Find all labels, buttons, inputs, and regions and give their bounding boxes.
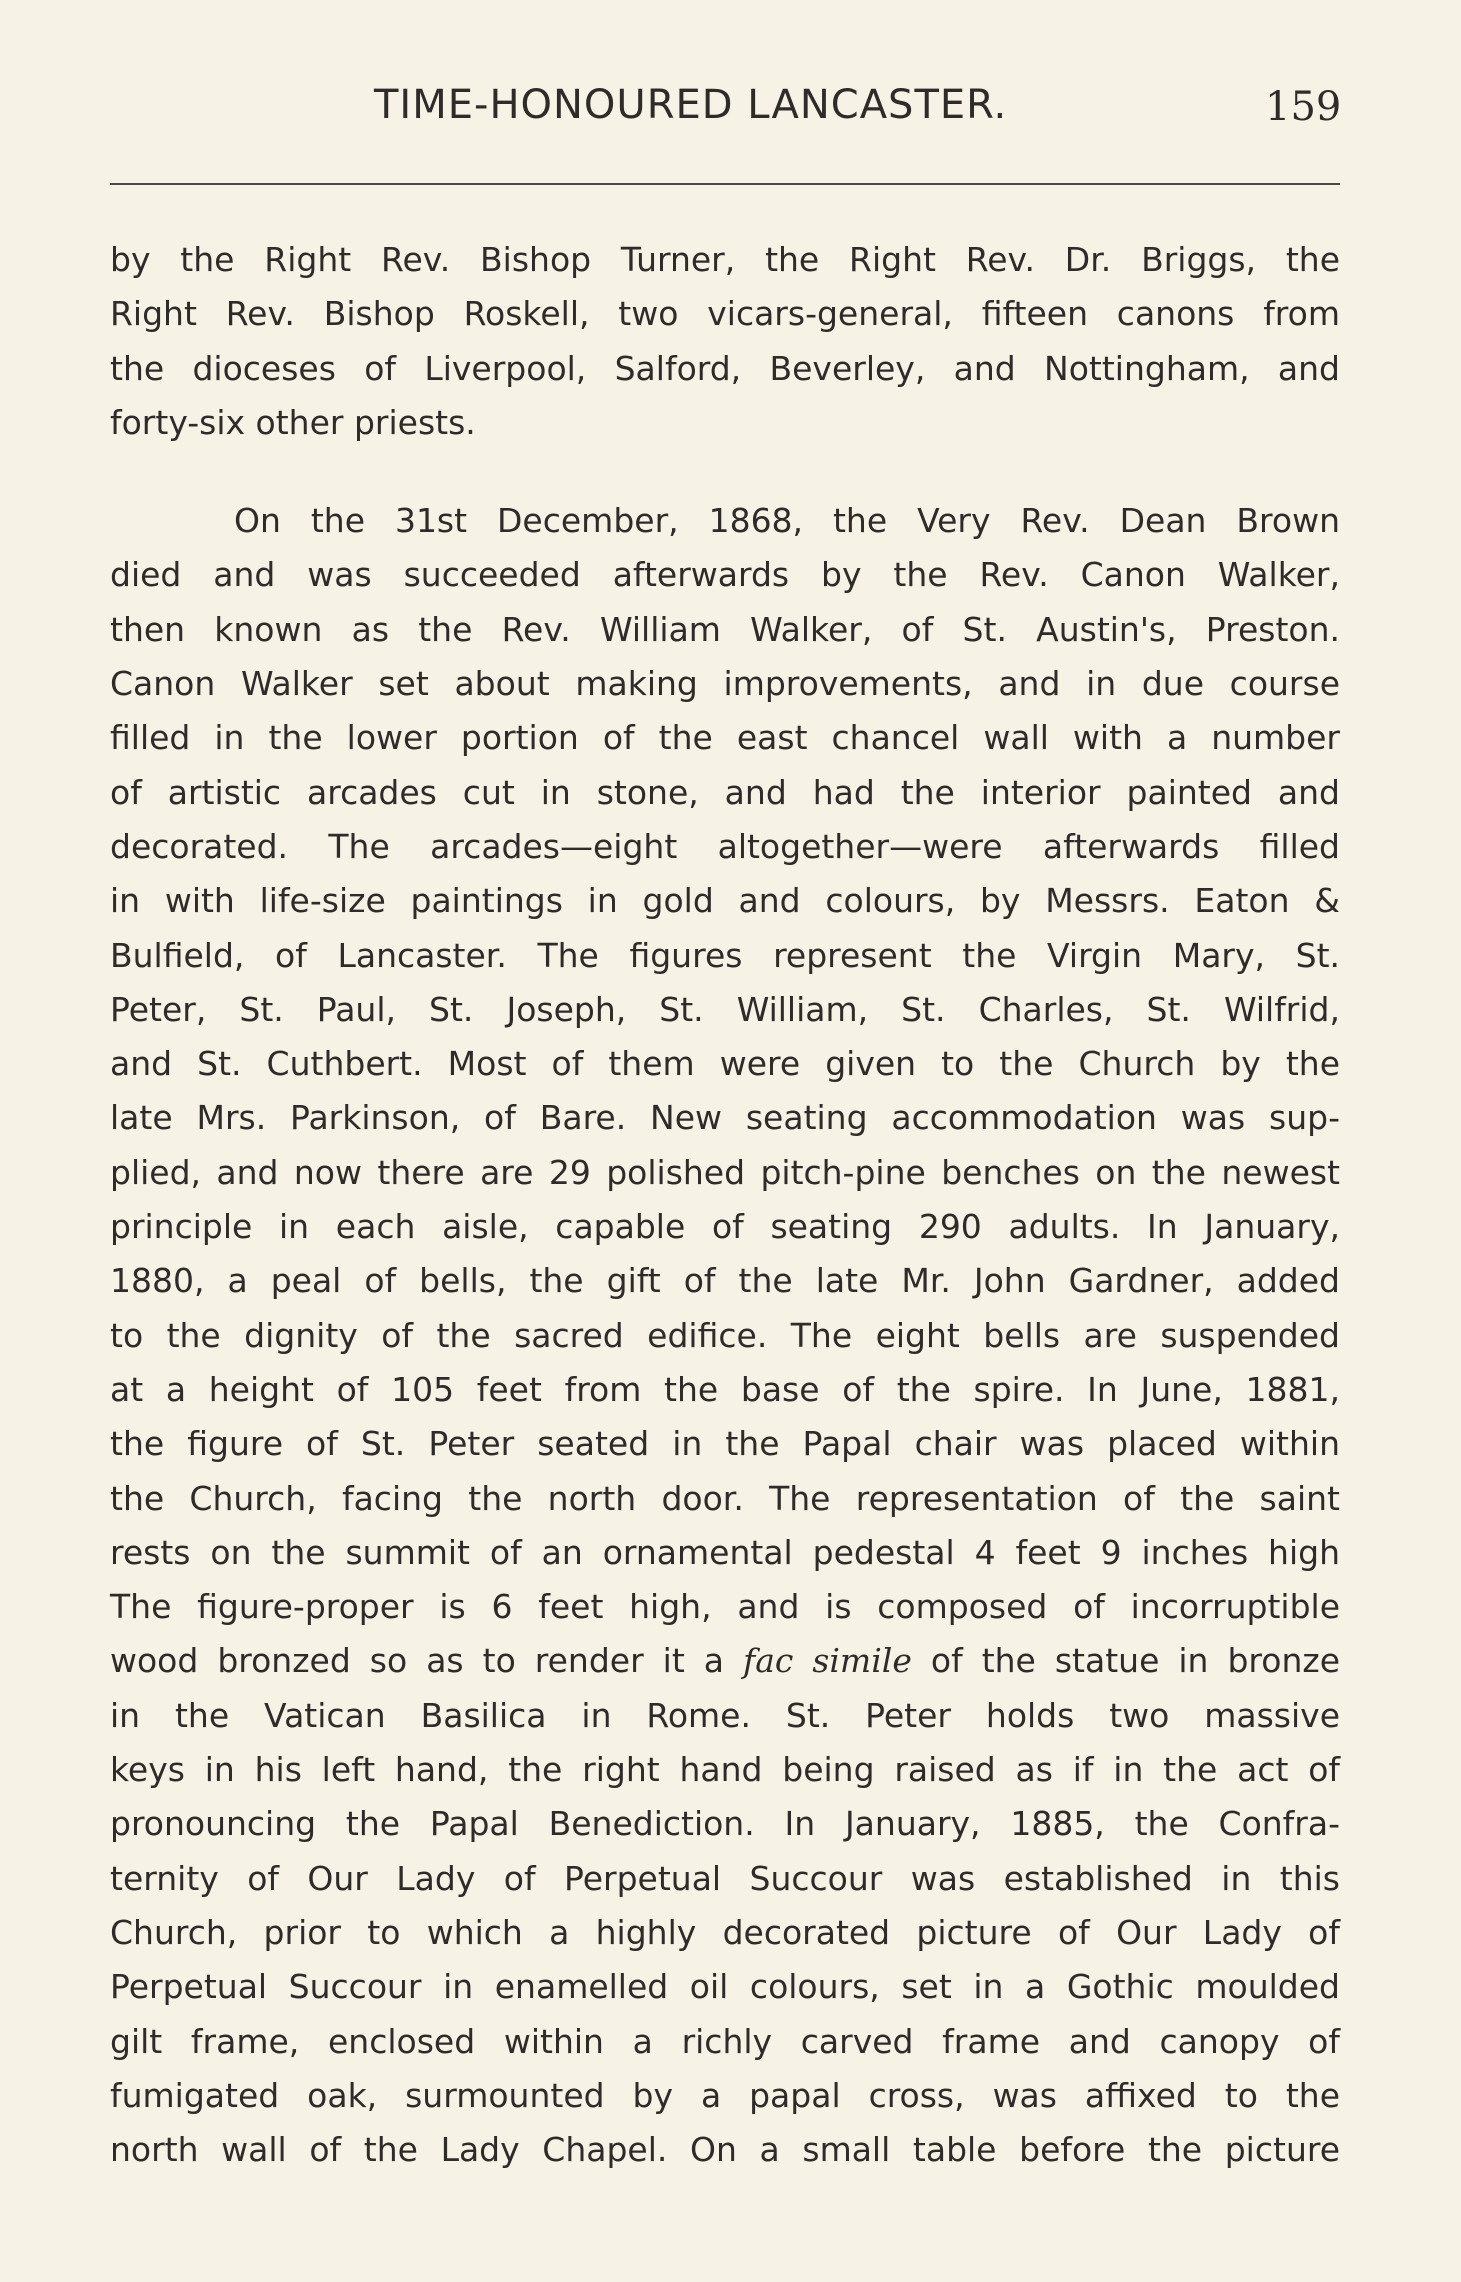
text-line: then known as the Rev. William Walker, of St. Austin's, Preston.	[110, 609, 1340, 649]
text-line: to the dignity of the sacred edifice. The eight bells are suspended	[110, 1315, 1340, 1355]
text-line: Bulfield, of Lancaster. The figures represent the Virgin Mary, St.	[110, 935, 1340, 975]
text-line: 1880, a peal of bells, the gift of the late Mr. John Gardner, added	[110, 1261, 1340, 1301]
text-line: Right Rev. Bishop Roskell, two vicars-general, fifteen canons from	[110, 294, 1340, 334]
text-line: Church, prior to which a highly decorated picture of Our Lady of	[110, 1912, 1340, 1952]
text-line: fumigated oak, surmounted by a papal cross, was affixed to the	[110, 2075, 1340, 2115]
text-line: and St. Cuthbert. Most of them were given to the Church by the	[110, 1044, 1340, 1084]
text-line: ternity of Our Lady of Perpetual Succour was established in this	[110, 1858, 1340, 1898]
text-line: principle in each aisle, capable of seating 290 adults. In January,	[110, 1207, 1340, 1247]
text-line-with-italic	[110, 1634, 1340, 1688]
text-line: forty-six other priests.	[110, 402, 476, 442]
text-segment: of the statue in bronze	[911, 1641, 1341, 1681]
italic-phrase: fac simile	[743, 1641, 912, 1681]
text-line: decorated. The arcades—eight altogether—were afterwards filled	[110, 826, 1340, 866]
text-line: pronouncing the Papal Benediction. In January, 1885, the Confra-	[110, 1804, 1340, 1844]
text-line: in the Vatican Basilica in Rome. St. Peter holds two massive	[110, 1695, 1340, 1735]
text-line: the Church, facing the north door. The representation of the saint	[110, 1478, 1340, 1518]
text-line: in with life-size paintings in gold and colours, by Messrs. Eaton &	[110, 881, 1340, 921]
text-line: Perpetual Succour in enamelled oil colours, set in a Gothic moulded	[110, 1967, 1340, 2007]
text-line: by the Right Rev. Bishop Turner, the Right Rev. Dr. Briggs, the	[110, 240, 1340, 279]
header-rule	[110, 183, 1340, 185]
paragraph-2	[110, 494, 1340, 2177]
text-line: rests on the summit of an ornamental pedestal 4 feet 9 inches high	[110, 1532, 1340, 1572]
text-line: On the 31st December, 1868, the Very Rev. Dean Brown	[234, 501, 1340, 541]
text-line: plied, and now there are 29 polished pitch-pine benches on the newest	[110, 1152, 1340, 1192]
page-header	[110, 78, 1340, 138]
page-number: 159	[1265, 84, 1342, 130]
text-line: north wall of the Lady Chapel. On a small table before the picture	[110, 2130, 1340, 2170]
text-line: the figure of St. Peter seated in the Papal chair was placed within	[110, 1424, 1340, 1464]
text-line: filled in the lower portion of the east chancel wall with a number	[110, 718, 1340, 758]
text-line: Peter, St. Paul, St. Joseph, St. William, St. Charles, St. Wilfrid,	[110, 989, 1340, 1029]
text-line: gilt frame, enclosed within a richly carved frame and canopy of	[110, 2021, 1340, 2061]
text-segment: wood bronzed so as to render it a	[110, 1641, 744, 1681]
text-line: at a height of 105 feet from the base of the spire. In June, 1881,	[110, 1369, 1340, 1409]
paragraph-gap	[110, 450, 1340, 494]
text-line: died and was succeeded afterwards by the Rev. Canon Walker,	[110, 555, 1340, 595]
text-line: of artistic arcades cut in stone, and had the interior painted and	[110, 772, 1340, 812]
text-line: the dioceses of Liverpool, Salford, Beverley, and Nottingham, and	[110, 348, 1340, 388]
text-line: late Mrs. Parkinson, of Bare. New seating accommodation was sup-	[110, 1098, 1340, 1138]
running-title: TIME-HONOURED LANCASTER.	[374, 82, 1008, 128]
paragraph-1	[110, 233, 1340, 450]
text-line: keys in his left hand, the right hand being raised as if in the act of	[110, 1750, 1340, 1790]
text-line: The figure-proper is 6 feet high, and is composed of incorruptible	[110, 1587, 1340, 1627]
text-line: Canon Walker set about making improvements, and in due course	[110, 664, 1340, 704]
body-text	[110, 233, 1340, 2177]
